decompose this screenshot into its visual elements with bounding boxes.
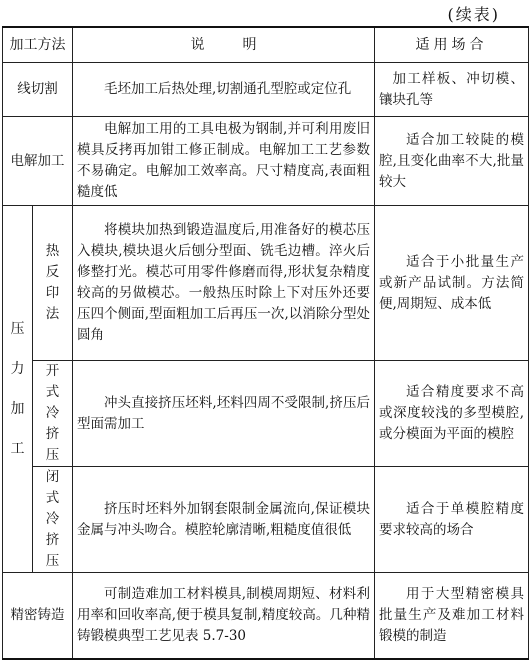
sub-method-cell: 热反印法	[33, 206, 73, 361]
process-table	[2, 26, 529, 660]
group-label	[3, 309, 32, 469]
method-cell: 电解加工	[3, 117, 73, 206]
description-cell: 可制造难加工材料模具,制模周期短、材料利用率和回收率高,便于模具复制,精度较高。几种精铸锻模典型工艺见表 5.7-30	[73, 573, 375, 659]
header-method: 加工方法	[3, 27, 73, 63]
table-row	[3, 573, 529, 659]
method-cell: 精密铸造	[3, 573, 73, 659]
method-cell: 线切割	[3, 63, 73, 117]
description-cell: 电解加工用的工具电极为钢制,并可利用废旧模具反拷再加钳工修正制成。电解加工工艺参数不易确定。电解加工效率高。尺寸精度高,表面粗糙度低	[73, 117, 375, 206]
group-label-char: 压	[10, 321, 25, 337]
application-cell: 用于大型精密模具批量生产及难加工材料锻模的制造	[375, 573, 529, 659]
continued-label: (续表)	[447, 5, 500, 24]
sub-method-cell: 开式冷挤压	[33, 361, 73, 467]
description-cell: 冲头直接挤压坯料,坯料四周不受限制,挤压后型面需加工	[73, 361, 375, 467]
description-cell: 毛坯加工后热处理,切割通孔型腔或定位孔	[73, 63, 375, 117]
table-row	[3, 206, 529, 361]
group-label-char: 加	[10, 401, 25, 417]
application-cell: 适合加工较陡的模腔,且变化曲率不大,批量较大	[375, 117, 529, 206]
table-row	[3, 467, 529, 573]
sub-method-cell: 闭式冷挤压	[33, 467, 73, 573]
group-label-char: 工	[10, 441, 25, 457]
group-label-char: 力	[10, 361, 25, 377]
table-row	[3, 117, 529, 206]
group-cell-pressure-processing	[3, 206, 33, 573]
description-cell: 将模块加热到锻造温度后,用准备好的模芯压入模块,模块退火后刨分型面、铣毛边槽。淬火后修整打光。模芯可用零件修磨而得,形状复杂精度较高的另做模芯。一般热压时除上下对压外还要压四个侧面,型面粗加工后再压一次,以消除分型处圆角	[73, 206, 375, 361]
application-cell: 适合于单模腔精度要求较高的场合	[375, 467, 529, 573]
description-cell: 挤压时坯料外加钢套限制金属流向,保证模块金属与冲头吻合。模腔轮廓清晰,粗糙度值很低	[73, 467, 375, 573]
header-application: 适用场合	[375, 27, 529, 63]
header-description: 说明	[73, 27, 375, 63]
table-row	[3, 361, 529, 467]
application-cell: 适合精度要求不高或深度较浅的多型模腔,或分模面为平面的模腔	[375, 361, 529, 467]
table-header-row	[3, 27, 529, 63]
application-cell: 加工样板、冲切模、镶块孔等	[375, 63, 529, 117]
table-row	[3, 63, 529, 117]
application-cell: 适合于小批量生产或新产品试制。方法简便,周期短、成本低	[375, 206, 529, 361]
